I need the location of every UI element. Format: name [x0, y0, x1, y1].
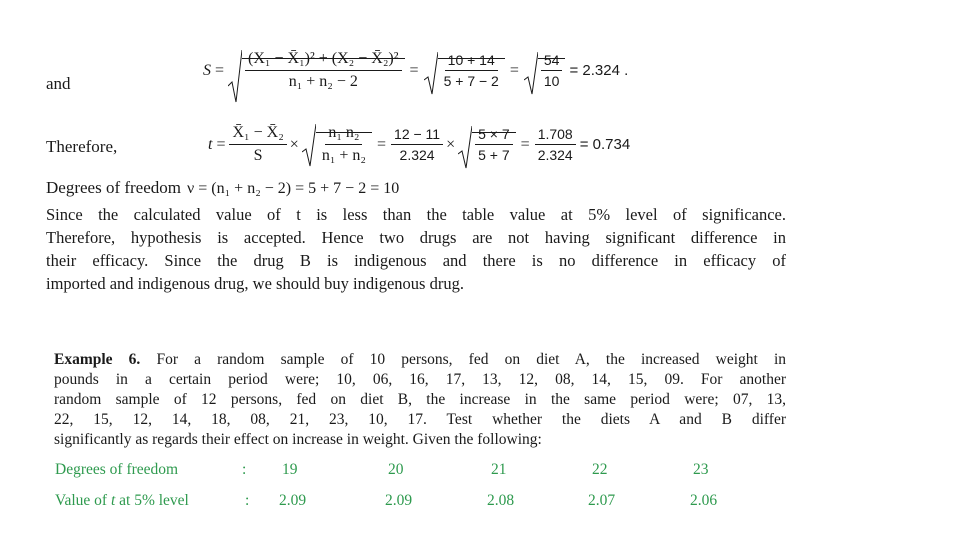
diff-numerator: 12 − 11: [391, 126, 443, 145]
conclusion-line: imported and indigenous drug, we should buy indigenous drug.: [46, 274, 464, 293]
radical-icon: [524, 52, 538, 96]
conclusion-paragraph: [46, 203, 786, 295]
s-numerator: (X₁ − X̄₁)² + (X₂ − X̄₂)²: [245, 50, 402, 71]
example-line: significantly as regards their effect on increase in weight. Given the following:: [54, 431, 542, 448]
s-fraction: [245, 50, 402, 91]
t-variable: t: [110, 492, 116, 509]
table-cell: 2.09: [279, 492, 307, 509]
table-cell: 22: [592, 461, 608, 478]
radical-icon: [424, 52, 438, 96]
example-line: For a random sample of 10 persons, fed on diet A, the increased weight in: [156, 351, 787, 368]
sqrt2-numerator: 5 × 7: [475, 126, 513, 145]
dof-label: Degrees of freedom: [46, 178, 181, 197]
final-numerator: 1.708: [535, 126, 576, 145]
example-line: 22, 15, 12, 14, 18, 08, 21, 23, 10, 17. Test whether the diets A and B differ: [54, 411, 786, 428]
table-cell: 23: [693, 461, 709, 478]
dof-line: [46, 178, 399, 198]
radical-icon: [228, 50, 242, 104]
formula-s: S = $\frac{\text{(X₁ − X̄₁)² + (X₂ − X̄₂)²}}{\text{n₁ + n₂ − 2}}$ = $\frac{10 + 14}{5 + 7 - 2}$ = $\frac{54}{10}$ = 2.324 .: [203, 50, 628, 91]
step1-numerator: 10 + 14: [445, 52, 498, 71]
table-cell: 2.09: [385, 492, 413, 509]
step2-denominator: 10: [543, 73, 560, 89]
final-denominator: 2.324: [537, 147, 573, 163]
s-symbol: S: [203, 61, 211, 79]
table-colon: :: [245, 492, 250, 509]
sqrt2-denominator: 5 + 7: [478, 147, 510, 163]
table-cell: 2.08: [487, 492, 515, 509]
sqrt-step1: [424, 52, 505, 89]
table-colon: :: [242, 461, 247, 478]
table-cell: 2.07: [588, 492, 616, 509]
sqrt-step2: [524, 52, 566, 89]
diff-denominator: 2.324: [399, 147, 435, 163]
t-symbol: t: [208, 135, 213, 153]
and-label: and: [46, 74, 71, 93]
therefore-label: Therefore,: [46, 137, 118, 156]
table-cell: 2.06: [690, 492, 718, 509]
t-denominator: S: [253, 147, 263, 164]
conclusion-line: Since the calculated value of t is less than the table value at 5% level of significance.: [46, 205, 786, 224]
example-heading: Example 6.: [54, 351, 141, 368]
t-result: = 0.734: [579, 136, 631, 153]
dof-expression: ν = (n₁ + n₂ − 2) = 5 + 7 − 2 = 10: [187, 180, 400, 197]
sqrt-denominator: n₁ + n₂: [321, 147, 366, 164]
table-cell: 19: [282, 461, 298, 478]
example-line: random sample of 12 persons, fed on diet B, the increase in the same period were; 07, 13,: [54, 391, 786, 408]
table-row1-label: Degrees of freedom: [55, 461, 179, 478]
conclusion-line: Therefore, hypothesis is accepted. Hence two drugs are not having significant difference in: [46, 228, 786, 247]
sqrt-numerator: n₁ n₂: [325, 124, 362, 145]
step2-numerator: 54: [541, 52, 563, 71]
sqrt-main: [228, 50, 405, 91]
table-row2-label: Value of t at 5% level: [55, 492, 189, 509]
table-cell: 21: [491, 461, 507, 478]
s-denominator: n₁ + n₂ − 2: [288, 73, 358, 90]
t-numerator: X̄₁ − X̄₂: [229, 124, 286, 145]
formula-t: t = $\frac{\text{X̄₁ − X̄₂}}{S}$ × $\frac{\text{n₁ n₂}}{\text{n₁ + n₂}}$ = $\frac{12 - 11}{2.324}$ × $\frac{5 \times 7}{5 + 7}$ = $\frac{1.708}{2.324}$ = 0.734: [208, 124, 630, 165]
radical-icon: [302, 124, 316, 168]
radical-icon: [458, 126, 472, 170]
table-cell: 20: [388, 461, 404, 478]
example-paragraph: [54, 350, 786, 450]
example-line: pounds in a certain period were; 10, 06, 16, 17, 13, 12, 08, 14, 15, 09. For another: [54, 371, 786, 388]
conclusion-line: their efficacy. Since the drug B is indigenous and there is no difference in efficacy of: [46, 251, 786, 270]
step1-denominator: 5 + 7 − 2: [443, 73, 499, 89]
s-result: = 2.324 .: [569, 62, 629, 79]
